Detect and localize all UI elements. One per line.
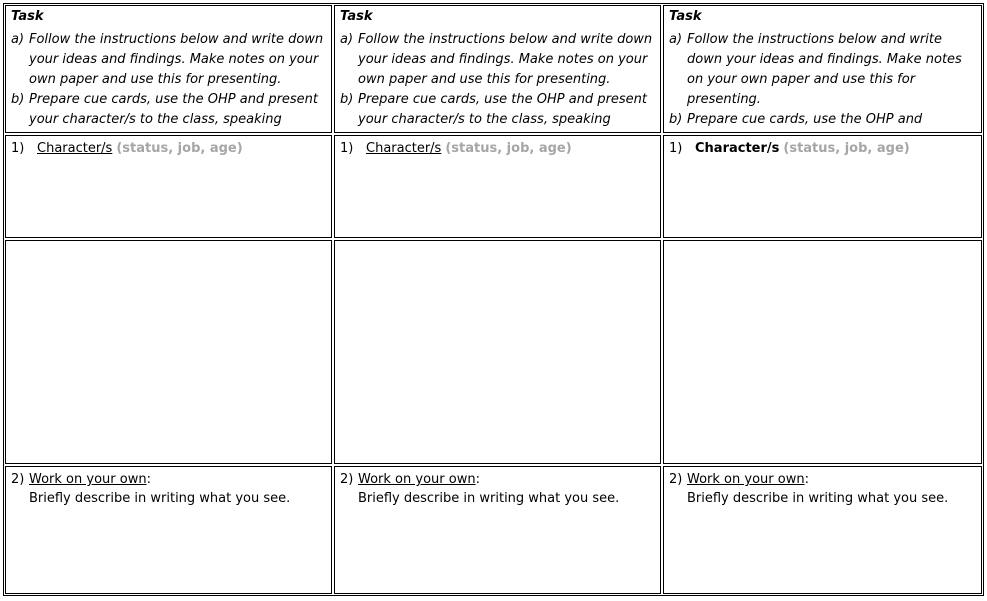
work-heading [340,471,655,489]
task-item-text: Prepare cue cards, use the OHP and present your character/s to the class, speaking [358,92,648,127]
character-label: Character/s [366,141,442,156]
task-item-text: Prepare cue cards, use the OHP and present your character/s to the class, speaking [29,92,319,127]
work-colon: : [804,472,809,487]
work-description: Briefly describe in writing what you see. [29,491,291,506]
work-cell-1[interactable] [5,466,332,594]
task-item-a [669,30,976,110]
task-item-letter: a) [340,32,354,47]
task-item-letter: b) [340,92,354,107]
picture-area-1 [5,240,332,464]
picture-area-3 [663,240,982,464]
work-label: Work on your own [687,472,805,487]
task-item-text: Follow the instructions below and write down your ideas and findings. Make notes on your own paper and use this for presenting. [29,32,324,87]
work-cell-3[interactable] [663,466,982,594]
task-item-letter: b) [11,92,25,107]
character-cell-2[interactable] [334,135,661,238]
step-number: 1) [11,141,25,156]
task-item-letter: b) [669,112,683,127]
task-cell-2 [334,5,661,133]
task-item-b [340,90,655,133]
work-label: Work on your own [358,472,476,487]
task-item-a [340,30,655,90]
character-cell-3[interactable] [663,135,982,238]
step-number: 2) [669,472,683,487]
task-item-b [669,110,976,133]
task-item-text: Prepare cue cards, use the OHP and [687,112,923,127]
step-number: 2) [11,472,25,487]
work-heading [11,471,326,489]
worksheet-table [3,3,984,596]
character-hint: (status, job, age) [116,141,243,156]
work-cell-2[interactable] [334,466,661,594]
character-cell-1[interactable] [5,135,332,238]
task-title: Task [340,9,373,24]
character-heading [11,140,326,158]
task-item-text: Follow the instructions below and write down your ideas and findings. Make notes on your own paper and use this for presenting. [687,32,962,107]
step-number: 1) [340,141,354,156]
character-label: Character/s [37,141,113,156]
task-item-a [11,30,326,90]
task-title: Task [669,9,702,24]
step-number: 1) [669,141,683,156]
character-heading [340,140,655,158]
work-description: Briefly describe in writing what you see. [687,491,949,506]
character-hint: (status, job, age) [783,141,910,156]
work-description: Briefly describe in writing what you see. [358,491,620,506]
work-colon: : [146,472,151,487]
picture-area-2 [334,240,661,464]
character-hint: (status, job, age) [445,141,572,156]
task-item-letter: a) [11,32,25,47]
task-title: Task [11,9,44,24]
task-cell-3 [663,5,982,133]
task-item-text: Follow the instructions below and write down your ideas and findings. Make notes on your own paper and use this for presenting. [358,32,653,87]
step-number: 2) [340,472,354,487]
work-heading [669,471,976,489]
work-colon: : [475,472,480,487]
character-label: Character/s [695,141,780,156]
task-item-letter: a) [669,32,683,47]
character-heading [669,140,976,158]
work-label: Work on your own [29,472,147,487]
task-cell-1 [5,5,332,133]
task-item-b [11,90,326,133]
